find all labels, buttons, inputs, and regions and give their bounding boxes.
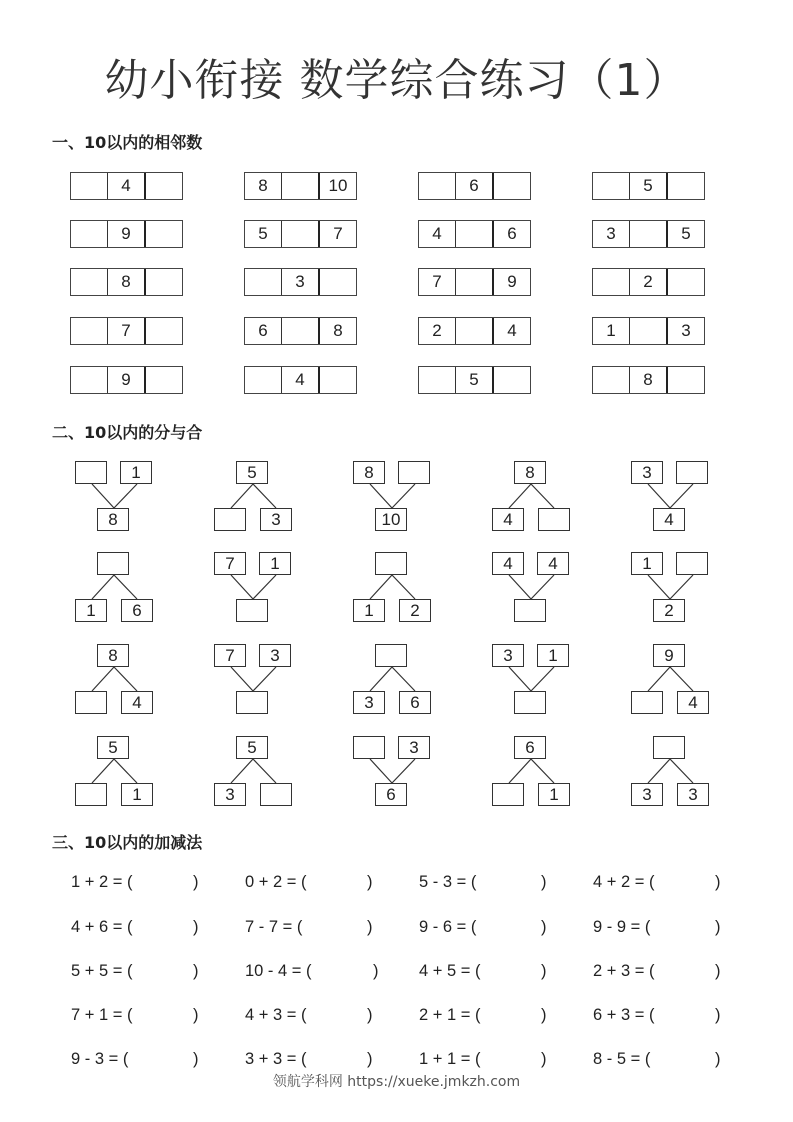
answer-cell[interactable] (629, 221, 668, 247)
answer-cell[interactable] (146, 269, 182, 295)
compose-tree-merge (492, 644, 572, 716)
answer-blank[interactable] (499, 1006, 529, 1026)
number-cell: 4 (432, 224, 442, 243)
number-box: 8 (97, 508, 129, 531)
number-box: 9 (653, 644, 685, 667)
answer-blank[interactable] (325, 1006, 355, 1026)
answer-blank[interactable] (499, 873, 529, 893)
equation-expression: 1 + 1 = ( (419, 1050, 481, 1068)
number-box: 1 (75, 599, 107, 622)
close-paren: ) (193, 1050, 199, 1068)
close-paren: ) (715, 873, 721, 891)
answer-box[interactable] (214, 508, 246, 531)
number-cell: 4 (281, 367, 320, 393)
number-cell: 3 (681, 321, 691, 340)
section-heading-neighbors: 一、10以内的相邻数 (52, 133, 203, 152)
close-paren: ) (193, 1006, 199, 1024)
equation (419, 1006, 549, 1025)
close-paren: ) (541, 1050, 547, 1068)
equation (71, 873, 201, 892)
number-cell: 6 (507, 224, 517, 243)
equation-expression: 8 - 5 = ( (593, 1050, 651, 1068)
neighbor-strip (70, 172, 183, 200)
number-cell: 2 (432, 321, 442, 340)
compose-tree-merge (75, 461, 155, 533)
answer-blank[interactable] (325, 918, 355, 938)
answer-cell[interactable] (668, 173, 704, 199)
equation-expression: 2 + 3 = ( (593, 962, 655, 980)
number-box: 5 (236, 736, 268, 759)
answer-cell[interactable] (71, 173, 107, 199)
neighbor-strip (418, 317, 531, 345)
number-box: 5 (97, 736, 129, 759)
answer-box[interactable] (375, 552, 407, 575)
answer-blank[interactable] (335, 962, 365, 982)
number-cell: 7 (107, 318, 146, 344)
equation-expression: 2 + 1 = ( (419, 1006, 481, 1024)
compose-tree-split (353, 552, 433, 624)
answer-box[interactable] (514, 691, 546, 714)
answer-blank[interactable] (673, 1050, 703, 1070)
close-paren: ) (541, 873, 547, 891)
equation-expression: 7 - 7 = ( (245, 918, 303, 936)
equation (419, 962, 549, 981)
answer-box[interactable] (375, 644, 407, 667)
number-cell: 1 (606, 321, 616, 340)
answer-cell[interactable] (71, 367, 107, 393)
neighbor-strip (70, 317, 183, 345)
number-box: 3 (214, 783, 246, 806)
neighbor-strip (244, 366, 357, 394)
compose-tree-merge (214, 644, 294, 716)
neighbor-strip (70, 220, 183, 248)
answer-cell[interactable] (419, 367, 455, 393)
compose-tree-split (492, 461, 572, 533)
number-cell: 4 (507, 321, 517, 340)
close-paren: ) (367, 1006, 373, 1024)
number-box: 4 (537, 552, 569, 575)
equation (593, 873, 723, 892)
neighbor-strip (244, 220, 357, 248)
number-cell: 5 (258, 224, 268, 243)
answer-cell[interactable] (494, 173, 530, 199)
answer-cell[interactable] (494, 367, 530, 393)
answer-cell[interactable] (593, 367, 629, 393)
equation (245, 1006, 375, 1025)
answer-cell[interactable] (71, 221, 107, 247)
answer-box[interactable] (631, 691, 663, 714)
answer-box[interactable] (75, 783, 107, 806)
number-cell: 8 (258, 176, 268, 195)
number-cell: 7 (333, 224, 343, 243)
number-box: 1 (121, 783, 153, 806)
neighbor-strip (244, 268, 357, 296)
compose-tree-merge (631, 552, 711, 624)
worksheet-title: 幼小衔接 数学综合练习（1） (104, 55, 689, 106)
equation-expression: 4 + 5 = ( (419, 962, 481, 980)
number-box: 3 (631, 461, 663, 484)
answer-cell[interactable] (668, 269, 704, 295)
number-box: 4 (492, 508, 524, 531)
number-box: 1 (353, 599, 385, 622)
neighbor-strip (418, 268, 531, 296)
answer-box[interactable] (676, 461, 708, 484)
answer-box[interactable] (75, 461, 107, 484)
number-cell: 5 (455, 367, 494, 393)
neighbor-strip (70, 268, 183, 296)
neighbor-strip (70, 366, 183, 394)
neighbor-strip (244, 317, 357, 345)
number-box: 3 (631, 783, 663, 806)
number-box: 5 (236, 461, 268, 484)
number-cell: 5 (629, 173, 668, 199)
number-box: 3 (492, 644, 524, 667)
equation (71, 1050, 201, 1069)
answer-blank[interactable] (151, 873, 181, 893)
answer-box[interactable] (236, 691, 268, 714)
equation (419, 918, 549, 937)
close-paren: ) (715, 918, 721, 936)
number-cell: 5 (681, 224, 691, 243)
answer-blank[interactable] (151, 1050, 181, 1070)
compose-tree-split (353, 644, 433, 716)
number-box: 3 (259, 644, 291, 667)
equation-expression: 4 + 3 = ( (245, 1006, 307, 1024)
neighbor-strip (592, 268, 705, 296)
compose-tree-merge (631, 461, 711, 533)
number-cell: 6 (455, 173, 494, 199)
close-paren: ) (541, 962, 547, 980)
number-box: 7 (214, 644, 246, 667)
answer-box[interactable] (676, 552, 708, 575)
answer-blank[interactable] (673, 1006, 703, 1026)
close-paren: ) (193, 918, 199, 936)
number-cell: 2 (629, 269, 668, 295)
number-cell: 9 (107, 367, 146, 393)
answer-cell[interactable] (281, 318, 320, 344)
number-box: 8 (97, 644, 129, 667)
answer-box[interactable] (353, 736, 385, 759)
number-box: 8 (353, 461, 385, 484)
compose-tree-split (631, 736, 711, 808)
equation (593, 1050, 723, 1069)
equation (71, 918, 201, 937)
number-box: 6 (514, 736, 546, 759)
answer-blank[interactable] (151, 918, 181, 938)
number-cell: 8 (333, 321, 343, 340)
number-cell: 4 (107, 173, 146, 199)
compose-tree-merge (214, 552, 294, 624)
equation-expression: 7 + 1 = ( (71, 1006, 133, 1024)
number-cell: 3 (606, 224, 616, 243)
number-box: 3 (398, 736, 430, 759)
compose-tree-split (75, 552, 155, 624)
number-box: 4 (121, 691, 153, 714)
compose-tree-merge (492, 552, 572, 624)
number-box: 1 (120, 461, 152, 484)
equation-expression: 1 + 2 = ( (71, 873, 133, 891)
answer-box[interactable] (398, 461, 430, 484)
answer-box[interactable] (97, 552, 129, 575)
answer-cell[interactable] (320, 367, 356, 393)
number-box: 7 (214, 552, 246, 575)
number-box: 1 (537, 644, 569, 667)
answer-blank[interactable] (673, 873, 703, 893)
number-cell: 8 (107, 269, 146, 295)
close-paren: ) (193, 873, 199, 891)
equation-expression: 5 + 5 = ( (71, 962, 133, 980)
answer-cell[interactable] (245, 269, 281, 295)
number-box: 10 (375, 508, 407, 531)
answer-box[interactable] (653, 736, 685, 759)
answer-cell[interactable] (281, 173, 320, 199)
answer-cell[interactable] (146, 367, 182, 393)
neighbor-strip (244, 172, 357, 200)
neighbor-strip (592, 220, 705, 248)
number-cell: 9 (507, 272, 517, 291)
close-paren: ) (541, 918, 547, 936)
number-box: 6 (399, 691, 431, 714)
number-box: 6 (121, 599, 153, 622)
answer-cell[interactable] (419, 173, 455, 199)
number-box: 4 (492, 552, 524, 575)
answer-box[interactable] (236, 599, 268, 622)
number-box: 1 (631, 552, 663, 575)
number-box: 6 (375, 783, 407, 806)
section-heading-arithmetic: 三、10以内的加减法 (52, 833, 203, 852)
compose-tree-split (75, 736, 155, 808)
answer-blank[interactable] (673, 918, 703, 938)
equation (245, 962, 379, 981)
answer-cell[interactable] (146, 173, 182, 199)
equation-expression: 9 - 9 = ( (593, 918, 651, 936)
answer-blank[interactable] (151, 962, 181, 982)
equation-expression: 4 + 2 = ( (593, 873, 655, 891)
answer-box[interactable] (260, 783, 292, 806)
number-box: 2 (653, 599, 685, 622)
answer-cell[interactable] (146, 318, 182, 344)
compose-tree-split (214, 736, 294, 808)
neighbor-strip (592, 172, 705, 200)
close-paren: ) (715, 1050, 721, 1068)
answer-cell[interactable] (245, 367, 281, 393)
answer-blank[interactable] (499, 1050, 529, 1070)
close-paren: ) (367, 873, 373, 891)
close-paren: ) (367, 918, 373, 936)
neighbor-strip (592, 317, 705, 345)
equation-expression: 6 + 3 = ( (593, 1006, 655, 1024)
number-box: 8 (514, 461, 546, 484)
number-box: 3 (677, 783, 709, 806)
close-paren: ) (373, 962, 379, 980)
number-cell: 9 (107, 221, 146, 247)
number-box: 4 (653, 508, 685, 531)
equation (245, 1050, 375, 1069)
number-cell: 6 (258, 321, 268, 340)
equation (419, 873, 549, 892)
answer-cell[interactable] (71, 318, 107, 344)
equation (71, 1006, 201, 1025)
number-cell: 8 (629, 367, 668, 393)
equation-expression: 9 - 3 = ( (71, 1050, 129, 1068)
number-box: 1 (259, 552, 291, 575)
equation (593, 962, 723, 981)
answer-cell[interactable] (146, 221, 182, 247)
answer-cell[interactable] (281, 221, 320, 247)
compose-tree-merge (353, 736, 433, 808)
number-box: 1 (538, 783, 570, 806)
neighbor-strip (418, 220, 531, 248)
answer-blank[interactable] (325, 873, 355, 893)
answer-blank[interactable] (499, 918, 529, 938)
answer-cell[interactable] (320, 269, 356, 295)
equation-expression: 5 - 3 = ( (419, 873, 477, 891)
equation-expression: 9 - 6 = ( (419, 918, 477, 936)
answer-box[interactable] (538, 508, 570, 531)
answer-cell[interactable] (593, 269, 629, 295)
close-paren: ) (715, 1006, 721, 1024)
answer-cell[interactable] (455, 318, 494, 344)
equation-expression: 0 + 2 = ( (245, 873, 307, 891)
close-paren: ) (715, 962, 721, 980)
answer-cell[interactable] (71, 269, 107, 295)
equation (593, 918, 723, 937)
answer-blank[interactable] (499, 962, 529, 982)
number-box: 3 (260, 508, 292, 531)
answer-cell[interactable] (629, 318, 668, 344)
answer-cell[interactable] (455, 269, 494, 295)
answer-box[interactable] (492, 783, 524, 806)
neighbor-strip (418, 172, 531, 200)
answer-cell[interactable] (455, 221, 494, 247)
number-cell: 10 (328, 176, 348, 195)
answer-blank[interactable] (673, 962, 703, 982)
equation (71, 962, 201, 981)
answer-cell[interactable] (668, 367, 704, 393)
footer-watermark: 领航学科网 https://xueke.jmkzh.com (272, 1074, 521, 1090)
compose-tree-split (214, 461, 294, 533)
close-paren: ) (193, 962, 199, 980)
equation-expression: 3 + 3 = ( (245, 1050, 307, 1068)
answer-blank[interactable] (325, 1050, 355, 1070)
compose-tree-merge (353, 461, 433, 533)
compose-tree-split (75, 644, 155, 716)
equation-expression: 4 + 6 = ( (71, 918, 133, 936)
equation (245, 873, 375, 892)
close-paren: ) (541, 1006, 547, 1024)
neighbor-strip (592, 366, 705, 394)
answer-cell[interactable] (593, 173, 629, 199)
equation (593, 1006, 723, 1025)
neighbor-strip (418, 366, 531, 394)
number-box: 4 (677, 691, 709, 714)
number-box: 3 (353, 691, 385, 714)
equation-expression: 10 - 4 = ( (245, 962, 312, 980)
section-heading-compose: 二、10以内的分与合 (52, 423, 203, 442)
compose-tree-split (631, 644, 711, 716)
equation (245, 918, 375, 937)
close-paren: ) (367, 1050, 373, 1068)
number-box: 2 (399, 599, 431, 622)
equation (419, 1050, 549, 1069)
answer-blank[interactable] (151, 1006, 181, 1026)
number-cell: 7 (432, 272, 442, 291)
answer-box[interactable] (514, 599, 546, 622)
number-cell: 3 (281, 269, 320, 295)
answer-box[interactable] (75, 691, 107, 714)
compose-tree-split (492, 736, 572, 808)
